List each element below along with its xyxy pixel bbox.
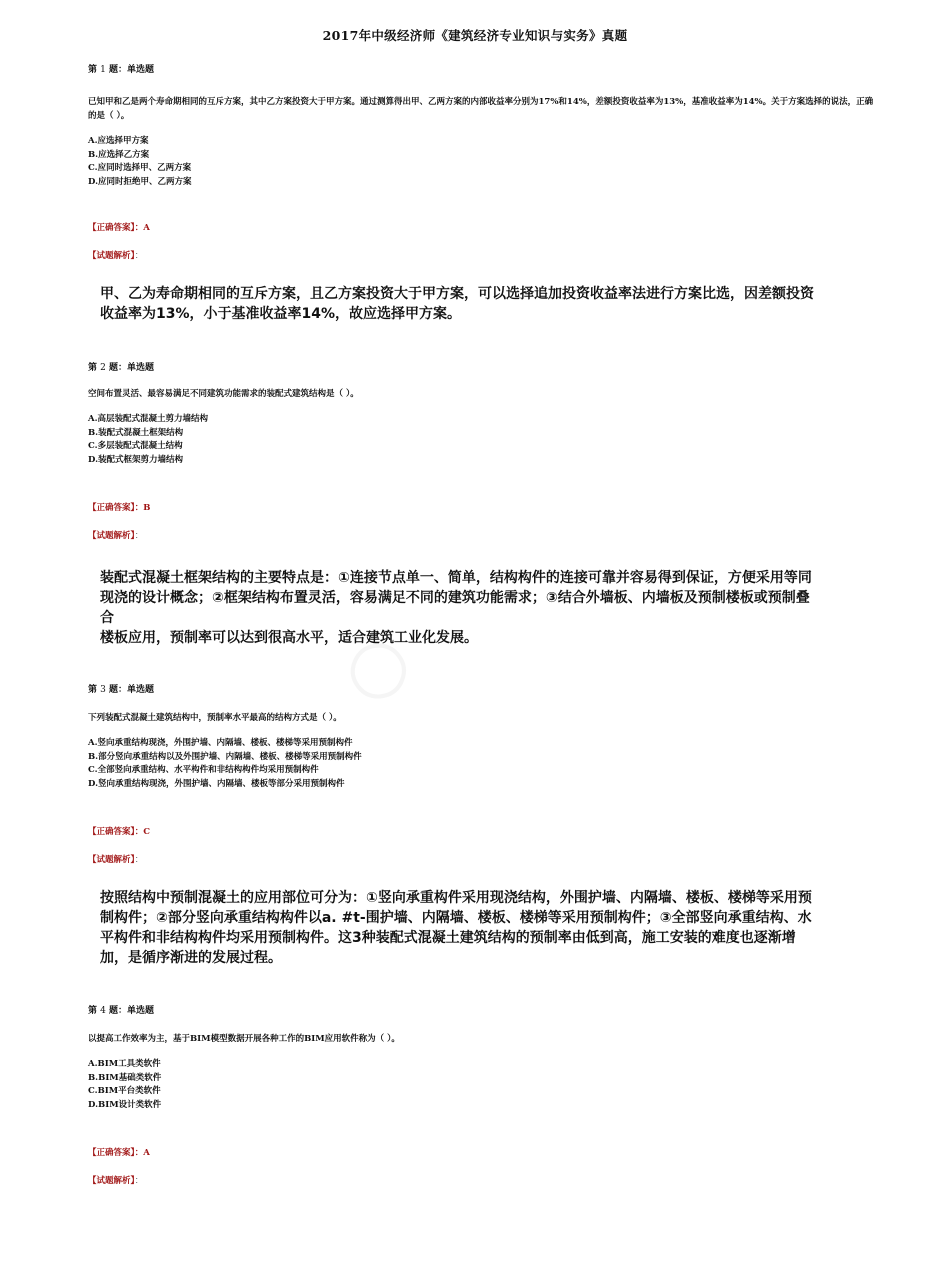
question-number: 3 [100,685,106,695]
question-number: 4 [100,1006,106,1016]
question-4 [88,1003,878,1186]
analysis-label [88,249,878,261]
option-c: C.全部竖向承重结构、水平构件和非结构构件均采用预制构件 [88,765,319,775]
correct-answer [88,825,878,837]
correct-answer [88,1146,878,1158]
analysis-label-colon: ： [134,855,144,865]
option-b: B.装配式混凝土框架结构 [88,427,184,438]
option-b: B.BIM基础类软件 [88,1072,162,1083]
question-header-prefix: 第 [88,65,98,75]
question-header-prefix: 第 [88,1006,98,1016]
question-stem: 空间布置灵活、最容易满足不同建筑功能需求的装配式建筑结构是（ ）。 [88,389,359,399]
question-type: 题：单选题 [109,685,155,695]
question-type: 题：单选题 [109,363,155,373]
question-stem: 以提高工作效率为主，基于BIM模型数据开展各种工作的BIM应用软件称为（ ）。 [88,1034,400,1044]
analysis-line: 楼板应用，预制率可以达到很高水平，适合建筑工业化发展。 [100,630,478,646]
analysis-label [88,529,878,541]
question-stem: 下列装配式混凝土建筑结构中，预制率水平最高的结构方式是（ ）。 [88,713,342,723]
answer-value: A [143,223,150,233]
correct-answer [88,221,878,233]
analysis-label-text: 【试题解析】 [88,531,135,541]
answer-label: 【正确答案】： [88,827,144,837]
analysis-label-text: 【试题解析】 [88,855,135,865]
question-header-prefix: 第 [88,685,98,695]
analysis-text [100,284,875,324]
question-stem: 已知甲和乙是两个寿命期相同的互斥方案，其中乙方案投资大于甲方案。通过测算得出甲、乙两方案的内部收益率分别为17%和14%，差额投资收益率为13%，基准收益率为14%。关于方案选择的说法，正确的是（ ）。 [88,97,874,121]
question-1 [88,62,878,261]
option-d: D.应同时拒绝甲、乙两方案 [88,176,192,187]
option-a: A.应选择甲方案 [88,136,149,146]
question-3 [88,682,878,865]
option-d: D.装配式框架剪力墙结构 [88,454,184,465]
analysis-line: 现浇的设计概念；②框架结构布置灵活，容易满足不同的建筑功能需求；③结合外墙板、内墙板及预制楼板或预制叠 [100,590,810,606]
option-c: C.应同时选择甲、乙两方案 [88,163,192,173]
question-type: 题：单选题 [109,1006,155,1016]
options-list [88,135,878,189]
analysis-label-text: 【试题解析】 [88,1176,135,1186]
answer-value: C [143,827,151,837]
question-type: 题：单选题 [109,65,155,75]
document-title: 2017年中级经济师《建筑经济专业知识与实务》真题 [322,28,628,43]
watermark: ○ [323,609,430,719]
question-header-prefix: 第 [88,363,98,373]
options-list [88,413,878,467]
analysis-line: 平构件和非结构构件均采用预制构件。这3种装配式混凝土建筑结构的预制率由低到高，施工安装的难度也逐渐增 [100,930,796,946]
option-b: B.部分竖向承重结构以及外围护墙、内隔墙、楼板、楼梯等采用预制构件 [88,751,362,762]
question-header [88,682,878,695]
analysis-line: 甲、乙为寿命期相同的互斥方案，且乙方案投资大于甲方案，可以选择追加投资收益率法进行方案比选，因差额投资 [100,286,814,302]
analysis-line: 收益率为13%，小于基准收益率14%，故应选择甲方案。 [100,306,462,322]
answer-label: 【正确答案】： [88,503,144,513]
options-list [88,1058,878,1112]
options-list [88,737,878,791]
option-c: C.多层装配式混凝土结构 [88,441,183,451]
option-d: D.BIM设计类软件 [88,1099,162,1110]
analysis-line: 装配式混凝土框架结构的主要特点是：①连接节点单一、简单，结构构件的连接可靠并容易得到保证，方便采用等同 [100,570,812,586]
option-a: A.高层装配式混凝土剪力墙结构 [88,414,209,424]
option-c: C.BIM平台类软件 [88,1086,161,1096]
answer-label: 【正确答案】： [88,1148,144,1158]
analysis-line: 制构件；②部分竖向承重结构构件以a. #t-围护墙、内隔墙、楼板、楼梯等采用预制构件；③全部竖向承重结构、水 [100,910,812,926]
analysis-label-colon: ： [134,531,144,541]
analysis-line: 合 [100,610,114,626]
analysis-line: 加，是循序渐进的发展过程。 [100,950,282,966]
question-number: 2 [100,363,106,373]
question-header [88,62,878,75]
analysis-label-colon: ： [134,1176,144,1186]
analysis-label-colon: ： [134,251,144,261]
question-header [88,360,878,373]
analysis-text [100,568,875,648]
analysis-line: 按照结构中预制混凝土的应用部位可分为：①竖向承重构件采用现浇结构，外围护墙、内隔墙、楼板、楼梯等采用预 [100,890,812,906]
question-number: 1 [100,65,106,75]
option-d: D.竖向承重结构现浇，外围护墙、内隔墙、楼板等部分采用预制构件 [88,778,345,789]
option-a: A.竖向承重结构现浇，外围护墙、内隔墙、楼板、楼梯等采用预制构件 [88,738,353,748]
correct-answer [88,501,878,513]
answer-label: 【正确答案】： [88,223,144,233]
answer-value: A [143,1148,150,1158]
option-b: B.应选择乙方案 [88,149,150,160]
analysis-label-text: 【试题解析】 [88,251,135,261]
answer-value: B [143,503,151,513]
analysis-label [88,1174,878,1186]
question-header [88,1003,878,1016]
analysis-text [100,888,875,968]
question-2 [88,360,878,541]
option-a: A.BIM工具类软件 [88,1059,161,1069]
analysis-label [88,853,878,865]
